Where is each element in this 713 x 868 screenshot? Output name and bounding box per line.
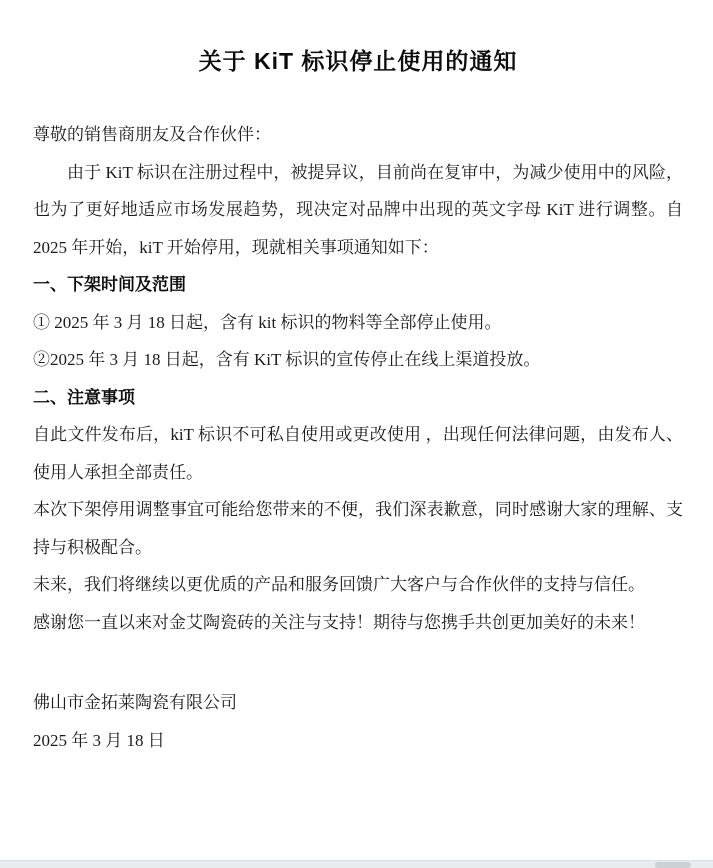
signature-company: 佛山市金拓莱陶瓷有限公司 xyxy=(33,693,237,712)
section-2-paragraph-1: 自此文件发布后，kiT 标识不可私自使用或更改使用 ，出现任何法律问题，由发布人、使用人承担全部责任。 xyxy=(33,425,683,482)
document-body xyxy=(33,116,683,759)
section-2-paragraph-4: 感谢您一直以来对金艾陶瓷砖的关注与支持！期待与您携手共创更加美好的未来！ xyxy=(33,612,645,632)
section-1-item-2: ②2025 年 3 月 18 日起，含有 KiT 标识的宣传停止在线上渠道投放。 xyxy=(33,350,541,369)
section-2-paragraph-3: 未来，我们将继续以更优质的产品和服务回馈广大客户与合作伙伴的支持与信任。 xyxy=(33,575,645,594)
intro-paragraph: 由于 KiT 标识在注册过程中，被提异议，目前尚在复审中，为减少使用中的风险，也为了更好地适应市场发展趋势，现决定对品牌中出现的英文字母 KiT 进行调整。自 2025 年开始，kiT 开始停用，现就相关事项通知如下： xyxy=(33,162,683,257)
section-2-heading: 二、注意事项 xyxy=(33,387,135,407)
signature-block xyxy=(33,684,683,759)
horizontal-scrollbar-thumb[interactable] xyxy=(655,862,691,868)
document-title: 关于 KiT 标识停止使用的通知 xyxy=(198,48,518,74)
horizontal-scrollbar-track[interactable] xyxy=(0,860,713,868)
signature-date: 2025 年 3 月 18 日 xyxy=(33,730,165,750)
salutation: 尊敬的销售商朋友及合作伙伴： xyxy=(33,125,271,144)
section-1-heading: 一、下架时间及范围 xyxy=(33,275,186,294)
section-2-paragraph-2: 本次下架停用调整事宜可能给您带来的不便，我们深表歉意，同时感谢大家的理解、支持与积极配合。 xyxy=(33,500,683,557)
section-1-item-1: ① 2025 年 3 月 18 日起，含有 kit 标识的物料等全部停止使用。 xyxy=(33,312,502,332)
